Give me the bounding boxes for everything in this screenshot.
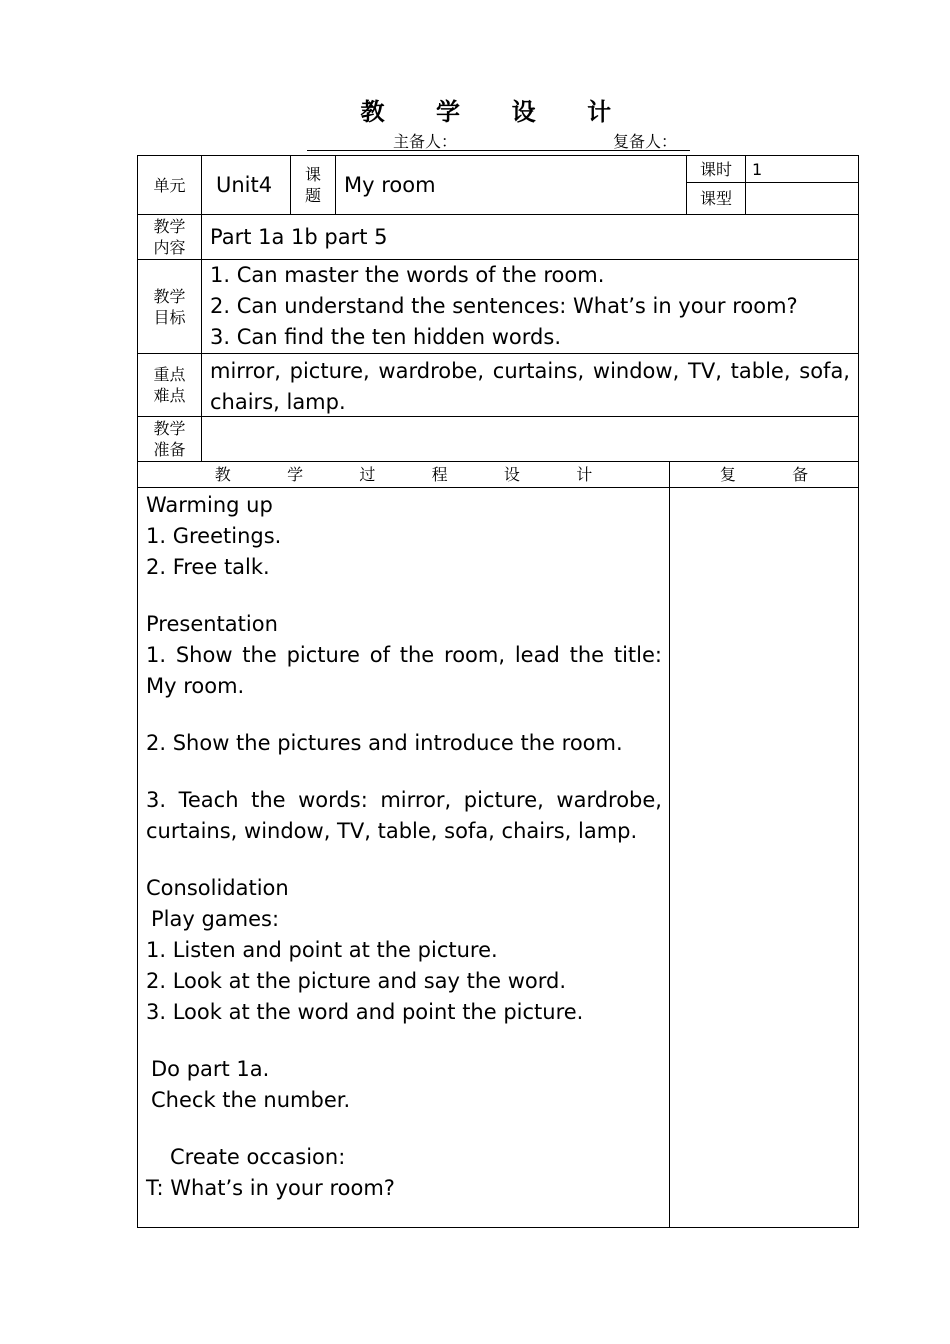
goals-label-text: 教学目标 [153,286,186,327]
keypoints-label [138,354,201,416]
process-header: 教 学 过 程 设 计 [214,465,618,484]
keypoints-value: mirror, picture, wardrobe, curtains, window, TV, table, sofa, chairs, lamp. [210,359,850,414]
content-label [138,215,201,259]
play-games: Play games: [151,907,280,931]
preparation-label [138,417,201,461]
presentation-step: 2. Show the pictures and introduce the room. [146,731,623,755]
type-value [752,183,852,214]
second-preparer-field [464,130,690,151]
warming-step: 1. Greetings. [146,524,282,548]
period-value: 1 [752,159,763,179]
consolidation-title: Consolidation [146,876,289,900]
dialog-line: T: What’s in your room? [146,1176,395,1200]
topic-value: My room [344,172,436,197]
game-step: 1. Listen and point at the picture. [146,938,498,962]
goal-item: 3. Can find the ten hidden words. [210,325,561,349]
unit-value: Unit4 [216,172,273,197]
preparation-label-text: 教学准备 [153,419,186,459]
second-preparer-label: 复备人： [613,132,678,151]
review-header: 复 备 [719,465,834,484]
main-preparer-field [307,130,464,151]
type-label: 课型 [699,189,732,208]
game-step: 2. Look at the picture and say the word. [146,969,567,993]
goals-list [210,260,855,353]
check-number: Check the number. [151,1088,351,1112]
document-title: 教 学 设 计 [360,97,633,126]
goals-label [138,260,201,353]
presentation-step: 3. Teach the words: mirror, picture, wardrobe, curtains, window, TV, table, sofa, chairs, lamp. [146,788,662,843]
content-label-text: 教学内容 [153,217,186,257]
do-part: Do part 1a. [151,1057,270,1081]
goal-item: 2. Can understand the sentences: What’s in your room? [210,294,798,318]
unit-label: 单元 [153,175,186,195]
game-step: 3. Look at the word and point the picture. [146,1000,584,1024]
teaching-process [146,490,662,1204]
presentation-step: 1. Show the picture of the room, lead the title: My room. [146,643,662,698]
preparation-value [210,417,850,461]
create-occasion: Create occasion: [170,1145,346,1169]
keypoints-label-text: 重点难点 [153,365,186,405]
period-label: 课时 [699,159,732,179]
presentation-title: Presentation [146,612,278,636]
topic-label-text: 课题 [304,165,321,205]
warming-title: Warming up [146,493,273,517]
warming-step: 2. Free talk. [146,555,270,579]
content-value: Part 1a 1b part 5 [210,224,388,249]
topic-label [291,156,335,214]
goal-item: 1. Can master the words of the room. [210,263,605,287]
main-preparer-label: 主备人： [393,132,458,151]
